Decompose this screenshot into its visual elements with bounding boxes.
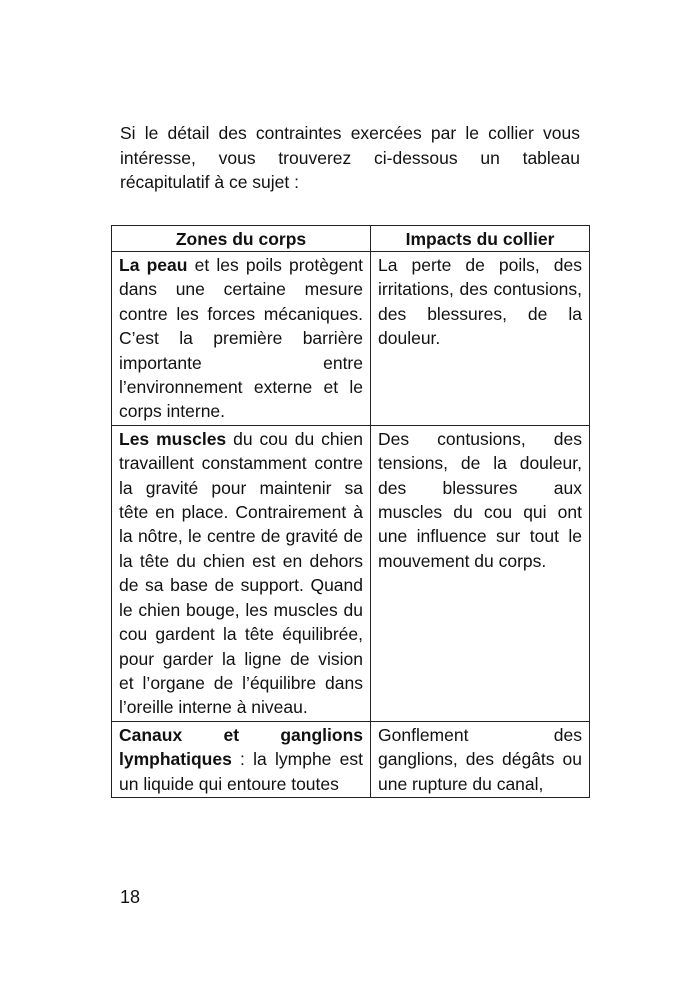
table-header-row (112, 226, 590, 252)
zone-cell (112, 425, 371, 721)
collar-impact-table (111, 225, 590, 798)
impact-cell: Gonflement des ganglions, des dégâts ou une rupture du canal, (371, 721, 590, 797)
zone-description: : la lymphe est un liquide qui entoure toutes (119, 749, 363, 794)
zone-description: et les poils protègent dans une certaine mesure contre les forces mécaniques. C’est la première barrière importante entre l’environnement externe et le corps interne. (119, 255, 363, 422)
zone-term: La peau (119, 255, 188, 275)
table-row (112, 425, 590, 721)
table-row (112, 721, 590, 797)
zone-term: Canaux et ganglions lymphatiques (119, 724, 363, 770)
zone-cell (112, 721, 371, 797)
zone-cell (112, 252, 371, 426)
zone-term: Les muscles (119, 428, 227, 449)
impact-cell: La perte de poils, des irritations, des contusions, des blessures, de la douleur. (371, 252, 590, 426)
impact-cell: Des contusions, des tensions, de la douleur, des blessures aux muscles du cou qui ont une influence sur tout le mouvement du corps. (371, 425, 590, 721)
table-row (112, 252, 590, 426)
header-impacts: Impacts du collier (371, 226, 590, 252)
zone-description: du cou du chien travaillent constamment contre la gravité pour maintenir sa tête en place. Contrairement à la nôtre, le centre de gravité de la tête du chien est en dehors de sa base de support. Quand le chien bouge, les muscles du cou gardent la tête équilibrée, pour garder la ligne de vision et l’organe de l’équilibre dans l’oreille interne à niveau. (119, 428, 364, 718)
page-number: 18 (120, 887, 141, 907)
header-zones: Zones du corps (112, 226, 371, 252)
intro-paragraph: Si le détail des contraintes exercées par le collier vous intéresse, vous trouverez ci-dessous un tableau récapitulatif à ce sujet : (120, 123, 580, 192)
